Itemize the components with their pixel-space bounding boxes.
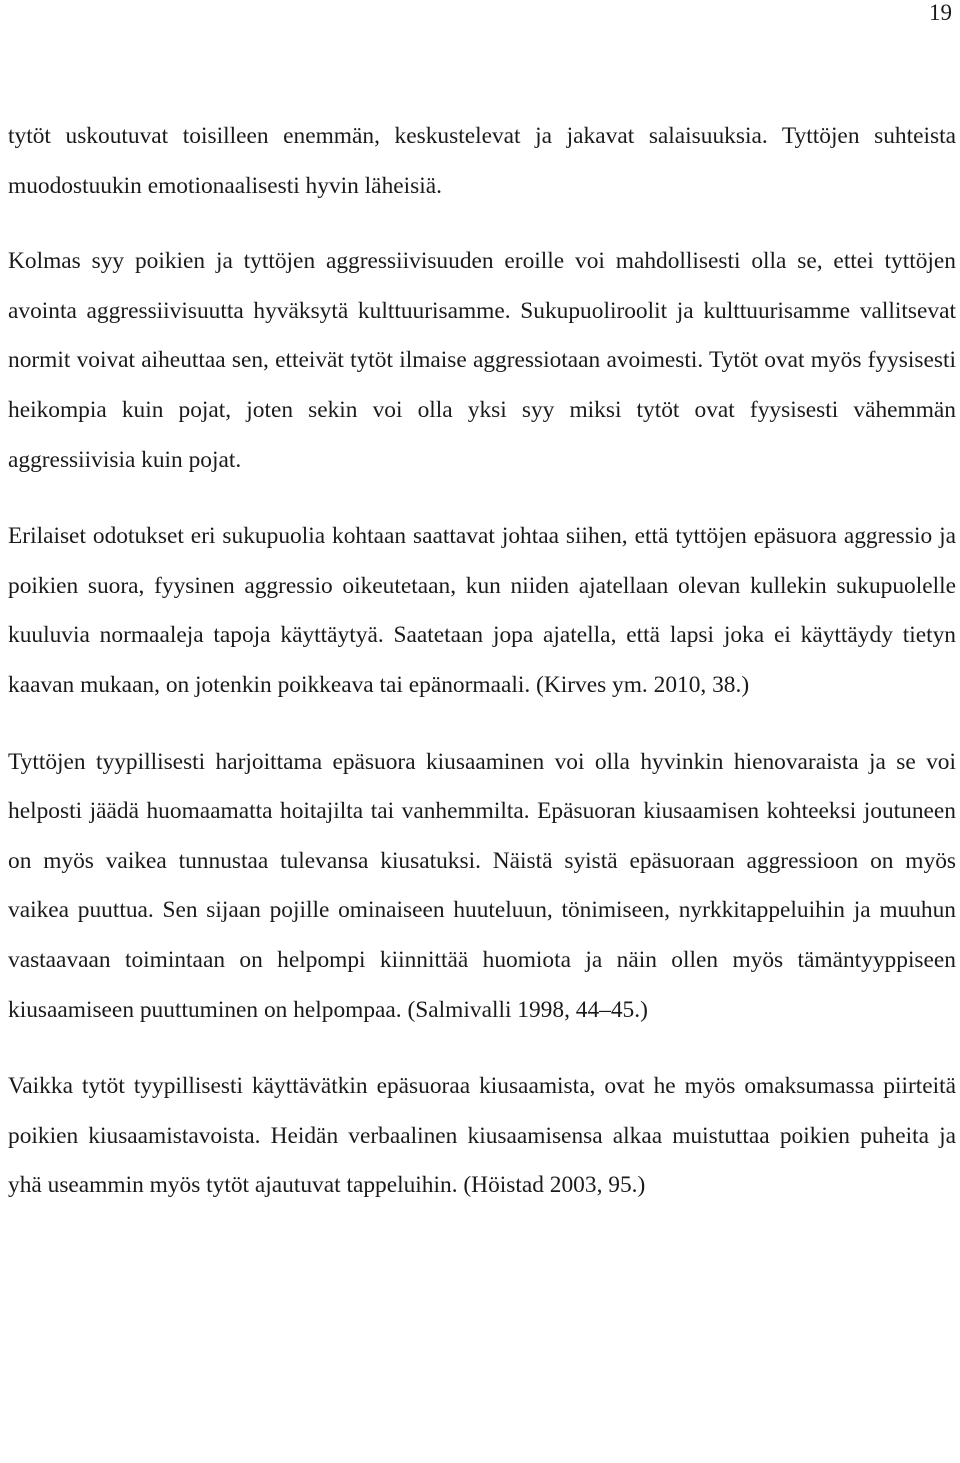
paragraph-1: tytöt uskoutuvat toisilleen enemmän, keskustelevat ja jakavat salaisuuksia. Tyttöjen suhteista muodostuukin emotionaalisesti hyvin läheisiä.: [8, 123, 956, 199]
document-body: [8, 112, 956, 1211]
paragraph-5: Vaikka tytöt tyypillisesti käyttävätkin epäsuoraa kiusaamista, ovat he myös omaksumassa piirteitä poikien kiusaamistavoista. Heidän verbaalinen kiusaamisensa alkaa muistuttaa poikien puheita ja yhä useammin myös tytöt ajautuvat tappeluihin. (Höistad 2003, 95.): [8, 1073, 956, 1199]
page-number: 19: [929, 0, 952, 25]
paragraph-3: Erilaiset odotukset eri sukupuolia kohtaan saattavat johtaa siihen, että tyttöjen epäsuora aggressio ja poikien suora, fyysinen aggressio oikeutetaan, kun niiden ajatellaan olevan kullekin sukupuolelle kuuluvia normaaleja tapoja käyttäytyä. Saatetaan jopa ajatella, että lapsi joka ei käyttäydy tietyn kaavan mukaan, on jotenkin poikkeava tai epänormaali. (Kirves ym. 2010, 38.): [8, 523, 956, 698]
paragraph-2: Kolmas syy poikien ja tyttöjen aggressiivisuuden eroille voi mahdollisesti olla se, ettei tyttöjen avointa aggressiivisuutta hyväksytä kulttuurisamme. Sukupuoliroolit ja kulttuurisamme vallitsevat normit voivat aiheuttaa sen, etteivät tytöt ilmaise aggressiotaan avoimesti. Tytöt ovat myös fyysisesti heikompia kuin pojat, joten sekin voi olla yksi syy miksi tytöt ovat fyysisesti vähemmän aggressiivisia kuin pojat.: [8, 248, 956, 473]
paragraph-4: Tyttöjen tyypillisesti harjoittama epäsuora kiusaaminen voi olla hyvinkin hienovaraista ja se voi helposti jäädä huomaamatta hoitajilta tai vanhemmilta. Epäsuoran kiusaamisen kohteeksi joutuneen on myös vaikea tunnustaa tulevansa kiusatuksi. Näistä syistä epäsuoraan aggressioon on myös vaikea puuttua. Sen sijaan pojille ominaiseen huuteluun, tönimiseen, nyrkkitappeluihin ja muuhun vastaavaan toimintaan on helpompi kiinnittää huomiota ja näin ollen myös tämäntyyppiseen kiusaamiseen puuttuminen on helpompaa. (Salmivalli 1998, 44–45.): [8, 748, 956, 1023]
